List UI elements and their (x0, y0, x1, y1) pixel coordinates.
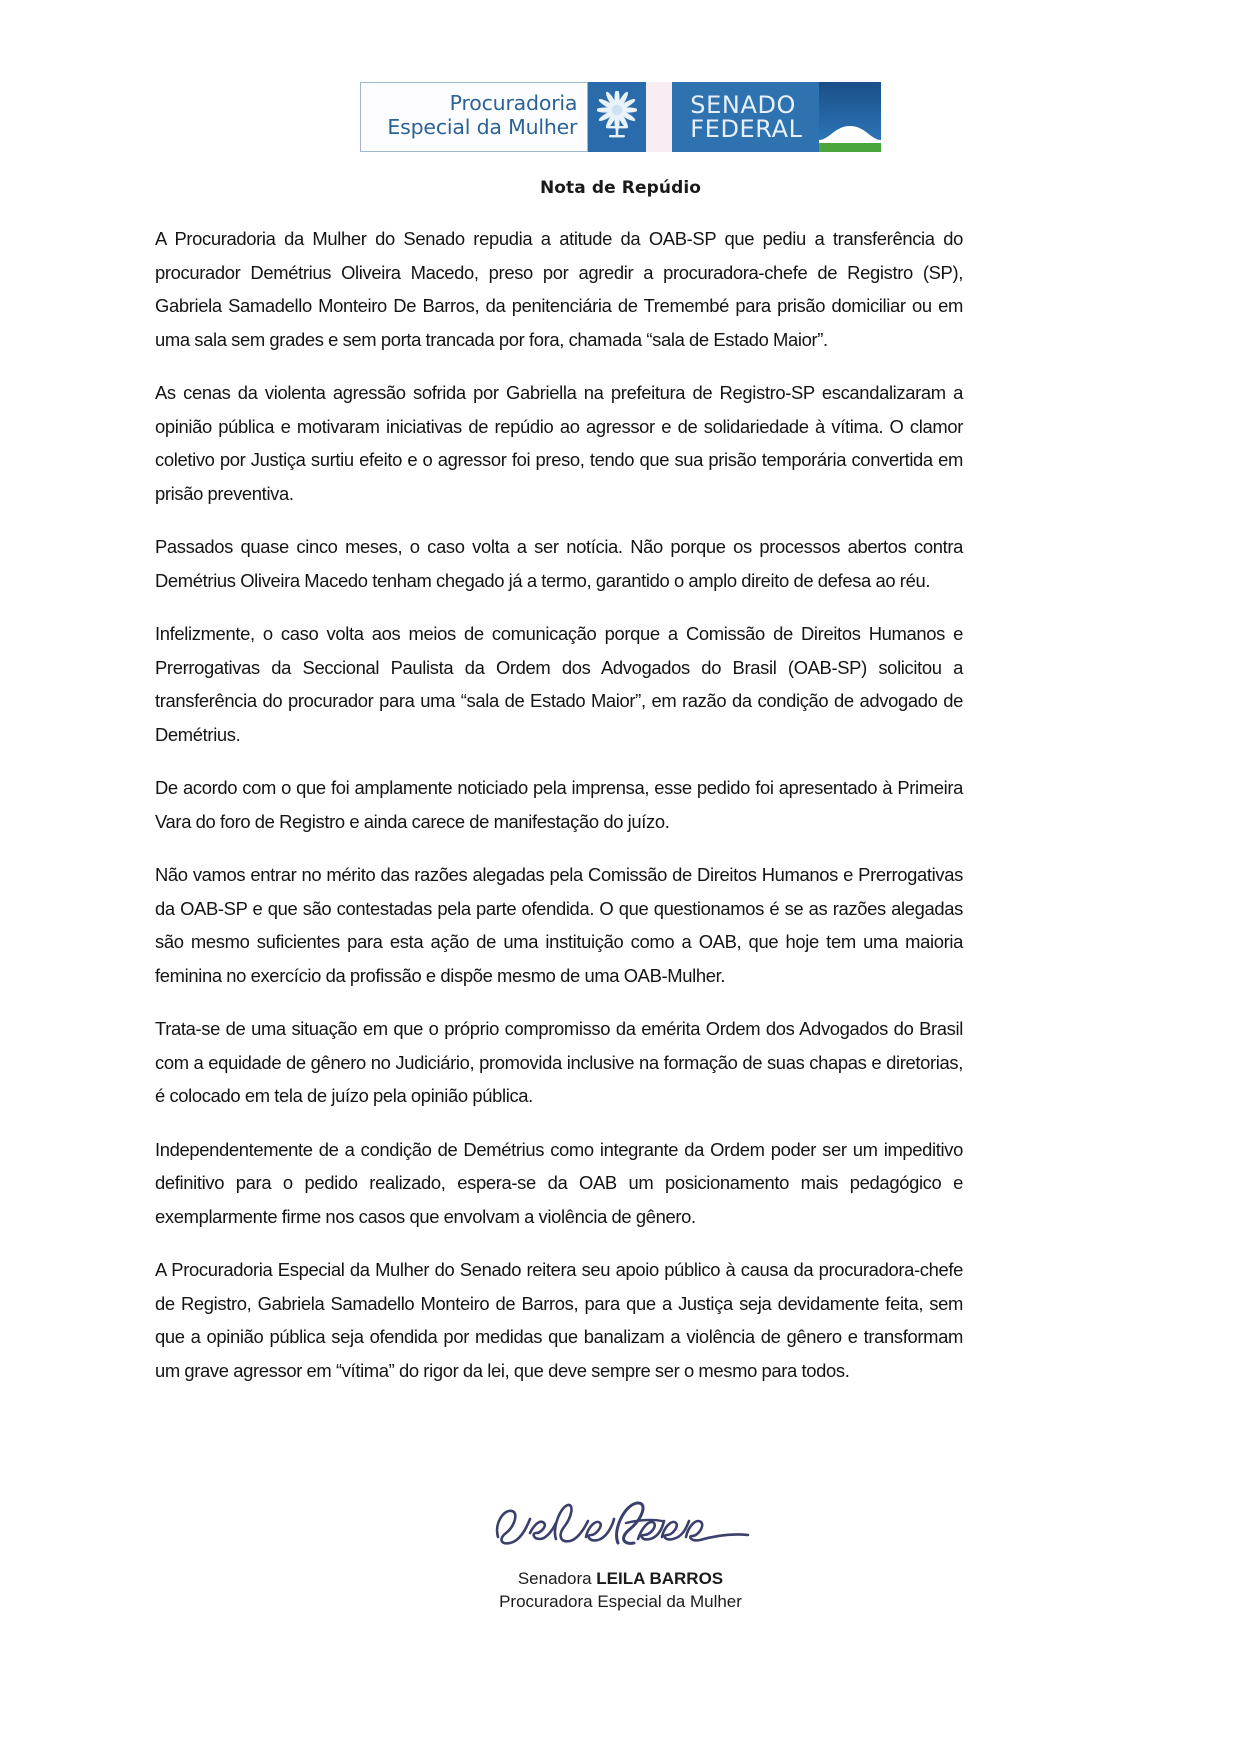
header-logo-band (0, 82, 1241, 152)
page-title: Nota de Repúdio (539, 178, 702, 198)
signer-title-prefix: Senadora (517, 1569, 597, 1588)
signer-fullname: LEILA BARROS (596, 1569, 724, 1588)
senate-building-icon (819, 82, 881, 152)
signature-block (0, 1487, 1241, 1614)
paragraph: De acordo com o que foi amplamente noticiado pela imprensa, esse pedido foi apresentado à Primeira Vara do foro de Registro e ainda carece de manifestação do juízo. (155, 777, 963, 832)
logo-line-procuradoria: Procuradoria (449, 91, 578, 116)
signer-role: Procuradora Especial da Mulher (499, 1592, 742, 1612)
senado-federal-wordmark (672, 82, 818, 152)
logo-divider (646, 82, 672, 152)
logo-line-federal: FEDERAL (690, 115, 803, 143)
handwritten-signature-icon (0, 1487, 1241, 1559)
paragraph: As cenas da violenta agressão sofrida por Gabriella na prefeitura de Registro-SP escandalizaram a opinião pública e motivaram iniciativas de repúdio ao agressor e de solidariedade à vítima. O clamor coletivo por Justiça surtiu efeito e o agressor foi preso, tendo que sua prisão temporária convertida em prisão preventiva. (155, 382, 963, 504)
paragraph: Infelizmente, o caso volta aos meios de comunicação porque a Comissão de Direitos Humanos e Prerrogativas da Seccional Paulista da Ordem dos Advogados do Brasil (OAB-SP) solicitou a transferência do procurador para uma “sala de Estado Maior”, em razão da condição de advogado de Demétrius. (155, 623, 963, 745)
flower-icon (588, 82, 646, 152)
paragraph: A Procuradoria Especial da Mulher do Senado reitera seu apoio público à causa da procuradora-chefe de Registro, Gabriela Samadello Monteiro de Barros, para que a Justiça seja devidamente feita, sem que a opinião pública seja ofendida por medidas que banalizam a violência de gênero e transformam um grave agressor em “vítima” do rigor da lei, que deve sempre ser o mesmo para todos. (155, 1259, 963, 1381)
logo-line-especial-da-mulher: Especial da Mulher (387, 115, 578, 139)
paragraph: Não vamos entrar no mérito das razões alegadas pela Comissão de Direitos Humanos e Prerrogativas da OAB-SP e que são contestadas pela parte ofendida. O que questionamos é se as razões alegadas são mesmo suficientes para esta ação de uma instituição como a OAB, que hoje tem uma maioria feminina no exercício da profissão e dispõe mesmo de uma OAB-Mulher. (155, 864, 963, 986)
logo-line-senado: SENADO (690, 90, 797, 119)
procuradoria-especial-da-mulher-wordmark (360, 82, 588, 152)
paragraph: Independentemente de a condição de Demétrius como integrante da Ordem poder ser um impeditivo definitivo para o pedido realizado, espera-se da OAB um posicionamento mais pedagógico e exemplarmente firme nos casos que envolvam a violência de gênero. (155, 1138, 963, 1227)
signer-name (0, 1567, 1241, 1590)
paragraph: A Procuradoria da Mulher do Senado repudia a atitude da OAB-SP que pediu a transferência do procurador Demétrius Oliveira Macedo, preso por agredir a procuradora-chefe de Registro (SP), Gabriela Samadello Monteiro De Barros, da penitenciária de Tremembé para prisão domiciliar ou em uma sala sem grades e sem porta trancada por fora, chamada “sala de Estado Maior”. (155, 228, 963, 350)
paragraph: Passados quase cinco meses, o caso volta a ser notícia. Não porque os processos abertos contra Demétrius Oliveira Macedo tenham chegado já a termo, garantido o amplo direito de defesa ao réu. (155, 536, 963, 591)
paragraph: Trata-se de uma situação em que o próprio compromisso da emérita Ordem dos Advogados do Brasil com a equidade de gênero no Judiciário, promovida inclusive na formação de suas chapas e diretorias, é colocado em tela de juízo pela opinião pública. (155, 1018, 963, 1106)
institutional-logo (360, 82, 880, 152)
document-body (155, 222, 963, 1387)
